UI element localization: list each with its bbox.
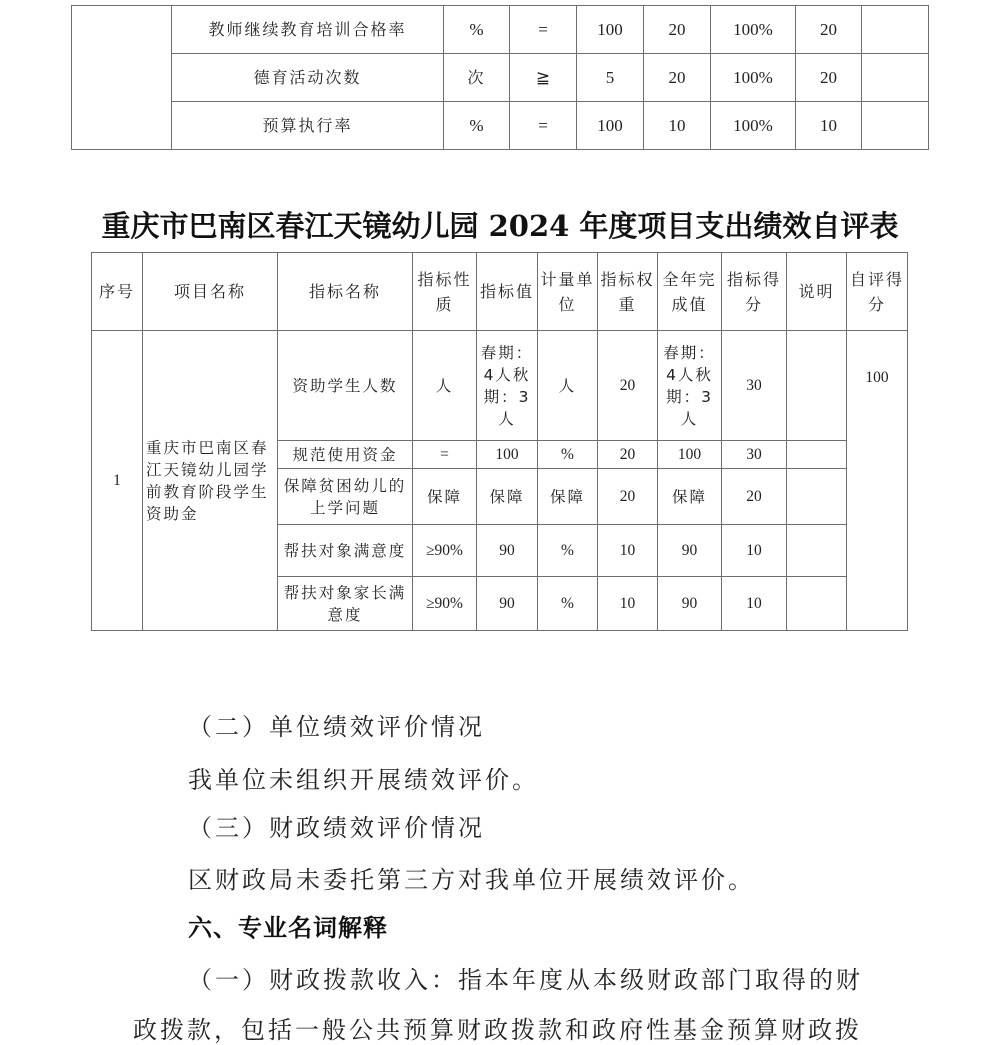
operator-cell: = xyxy=(510,6,577,54)
note-cell xyxy=(787,331,847,441)
note-cell xyxy=(787,441,847,469)
indicator-cell: 规范使用资金 xyxy=(278,441,413,469)
indicator-cell: 帮扶对象满意度 xyxy=(278,525,413,577)
unit-cell: 保障 xyxy=(538,469,598,525)
score-cell: 10 xyxy=(722,525,787,577)
self-score-cell: 100 xyxy=(847,331,908,631)
note-cell xyxy=(862,54,929,102)
note-cell xyxy=(787,525,847,577)
table-row xyxy=(72,102,929,150)
nature-cell: 保障 xyxy=(413,469,477,525)
term1-line1: （一）财政拨款收入：指本年度从本级财政部门取得的财 xyxy=(188,966,863,994)
note-cell xyxy=(787,577,847,631)
value-cell: 90 xyxy=(477,577,538,631)
nature-cell: = xyxy=(413,441,477,469)
score-cell: 30 xyxy=(722,441,787,469)
table-title: 重庆市巴南区春江天镜幼儿园 2024 年度项目支出绩效自评表 xyxy=(101,209,899,243)
unit-cell: 次 xyxy=(444,54,510,102)
actual-cell: 100% xyxy=(711,54,796,102)
header-seq: 序号 xyxy=(92,253,143,331)
actual-cell: 春期：4人秋期：3人 xyxy=(658,331,722,441)
target-cell: 5 xyxy=(577,54,644,102)
section3-heading: （三）财政绩效评价情况 xyxy=(188,814,485,842)
unit-cell: 人 xyxy=(538,331,598,441)
score-cell: 20 xyxy=(722,469,787,525)
header-weight: 指标权重 xyxy=(598,253,658,331)
weight-cell: 10 xyxy=(644,102,711,150)
note-cell xyxy=(862,6,929,54)
target-cell: 100 xyxy=(577,102,644,150)
header-row xyxy=(92,253,908,331)
header-indicator-score: 指标得分 xyxy=(722,253,787,331)
score-cell: 30 xyxy=(722,331,787,441)
unit-cell: % xyxy=(444,102,510,150)
score-cell: 10 xyxy=(722,577,787,631)
header-indicator-nature: 指标性质 xyxy=(413,253,477,331)
actual-cell: 100 xyxy=(658,441,722,469)
weight-cell: 20 xyxy=(598,469,658,525)
header-unit: 计量单位 xyxy=(538,253,598,331)
nature-cell: ≥90% xyxy=(413,525,477,577)
weight-cell: 20 xyxy=(598,441,658,469)
header-annual-actual: 全年完成值 xyxy=(658,253,722,331)
value-cell: 保障 xyxy=(477,469,538,525)
project-name-cell: 重庆市巴南区春江天镜幼儿园学前教育阶段学生资助金 xyxy=(143,331,278,631)
operator-cell: = xyxy=(510,102,577,150)
unit-cell: % xyxy=(538,577,598,631)
weight-cell: 20 xyxy=(598,331,658,441)
value-cell: 100 xyxy=(477,441,538,469)
indicator-cell: 保障贫困幼儿的上学问题 xyxy=(278,469,413,525)
indicator-cell: 资助学生人数 xyxy=(278,331,413,441)
actual-cell: 100% xyxy=(711,6,796,54)
unit-cell: % xyxy=(538,525,598,577)
indicator-cell: 帮扶对象家长满意度 xyxy=(278,577,413,631)
weight-cell: 20 xyxy=(644,6,711,54)
merged-empty-cell xyxy=(72,6,172,150)
score-cell: 10 xyxy=(796,102,862,150)
actual-cell: 100% xyxy=(711,102,796,150)
header-note: 说明 xyxy=(787,253,847,331)
weight-cell: 10 xyxy=(598,525,658,577)
value-cell: 90 xyxy=(477,525,538,577)
chapter6-heading: 六、专业名词解释 xyxy=(188,914,388,942)
indicator-cell: 教师继续教育培训合格率 xyxy=(172,6,444,54)
indicator-cell: 预算执行率 xyxy=(172,102,444,150)
header-indicator-value: 指标值 xyxy=(477,253,538,331)
score-cell: 20 xyxy=(796,54,862,102)
continued-indicator-table xyxy=(71,5,929,150)
section2-text: 我单位未组织开展绩效评价。 xyxy=(188,766,539,794)
unit-cell: % xyxy=(444,6,510,54)
table-row xyxy=(72,6,929,54)
self-evaluation-table xyxy=(91,252,908,631)
section3-text: 区财政局未委托第三方对我单位开展绩效评价。 xyxy=(188,866,755,894)
seq-cell: 1 xyxy=(92,331,143,631)
nature-cell: ≥90% xyxy=(413,577,477,631)
header-project-name: 项目名称 xyxy=(143,253,278,331)
weight-cell: 20 xyxy=(644,54,711,102)
table-row xyxy=(72,54,929,102)
value-cell: 春期：4人秋期：3人 xyxy=(477,331,538,441)
term1-line2: 政拨款，包括一般公共预算财政拨款和政府性基金预算财政拨 xyxy=(133,1016,862,1044)
table-row xyxy=(92,331,908,441)
unit-cell: % xyxy=(538,441,598,469)
section2-heading: （二）单位绩效评价情况 xyxy=(188,713,485,741)
note-cell xyxy=(862,102,929,150)
nature-cell: 人 xyxy=(413,331,477,441)
score-cell: 20 xyxy=(796,6,862,54)
actual-cell: 保障 xyxy=(658,469,722,525)
operator-cell: ≧ xyxy=(510,54,577,102)
header-self-score: 自评得分 xyxy=(847,253,908,331)
header-indicator-name: 指标名称 xyxy=(278,253,413,331)
note-cell xyxy=(787,469,847,525)
actual-cell: 90 xyxy=(658,577,722,631)
actual-cell: 90 xyxy=(658,525,722,577)
target-cell: 100 xyxy=(577,6,644,54)
weight-cell: 10 xyxy=(598,577,658,631)
indicator-cell: 德育活动次数 xyxy=(172,54,444,102)
